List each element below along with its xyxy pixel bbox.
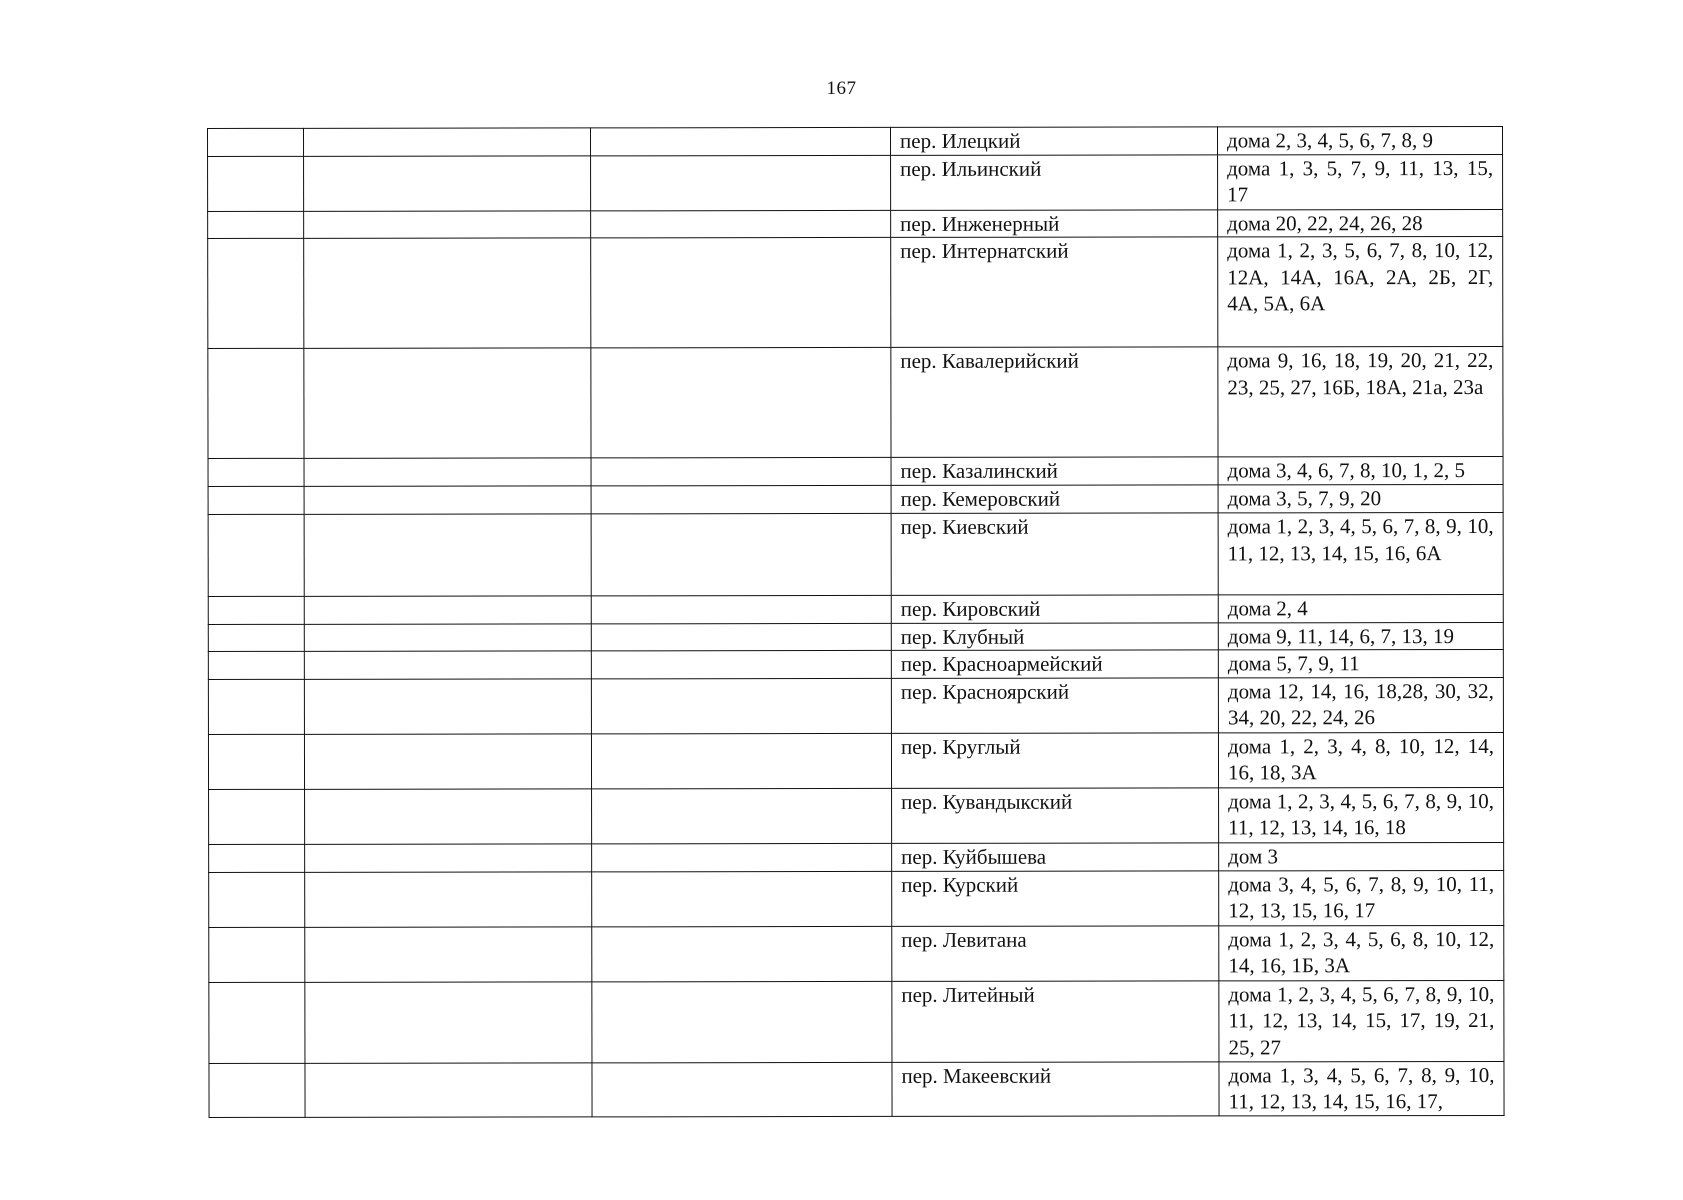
empty-cell [591, 347, 891, 457]
house-numbers: дома 2, 4 [1218, 594, 1503, 622]
street-name: пер. Левитана [892, 925, 1219, 981]
table-row [208, 154, 1503, 211]
empty-cell [305, 843, 592, 871]
empty-cell [304, 514, 591, 596]
table-row [208, 732, 1503, 789]
empty-cell [305, 981, 592, 1062]
house-numbers: дома 1, 2, 3, 5, 6, 7, 8, 10, 12, 12А, 14А, 16А, 2А, 2Б, 2Г, 4А, 5А, 6А [1218, 236, 1503, 346]
empty-cell [304, 623, 591, 651]
empty-cell [208, 486, 304, 514]
street-name: пер. Красноармейский [891, 650, 1218, 678]
empty-cell [305, 788, 592, 843]
street-name: пер. Круглый [891, 732, 1218, 788]
table-row [208, 236, 1503, 348]
house-numbers: дом 3 [1219, 842, 1504, 870]
house-numbers: дома 3, 4, 6, 7, 8, 10, 1, 2, 5 [1218, 456, 1503, 484]
empty-cell [591, 623, 891, 651]
empty-cell [208, 458, 304, 486]
table-row [208, 622, 1503, 652]
street-name: пер. Казалинский [891, 457, 1218, 486]
empty-cell [304, 155, 591, 210]
empty-cell [208, 734, 304, 789]
empty-cell [304, 678, 591, 733]
table-row [209, 980, 1504, 1063]
empty-cell [591, 650, 891, 678]
table-row [208, 209, 1503, 239]
house-numbers: дома 12, 14, 16, 18,28, 30, 32, 34, 20, 22, 24, 26 [1218, 677, 1503, 732]
empty-cell [304, 128, 591, 156]
street-name: пер. Куйбышева [892, 842, 1219, 871]
house-numbers: дома 5, 7, 9, 11 [1218, 649, 1503, 677]
empty-cell [208, 596, 304, 624]
street-name: пер. Интернатский [891, 237, 1218, 348]
street-name: пер. Киевский [891, 513, 1218, 596]
house-numbers: дома 1, 2, 3, 4, 5, 6, 8, 10, 12, 14, 16, 1Б, 3А [1219, 925, 1504, 980]
empty-cell [592, 981, 892, 1062]
empty-cell [208, 128, 304, 156]
empty-cell [304, 651, 591, 679]
street-name: пер. Илецкий [890, 127, 1217, 155]
empty-cell [209, 872, 305, 927]
empty-cell [304, 458, 591, 486]
street-name: пер. Курский [892, 870, 1219, 926]
empty-cell [591, 237, 891, 347]
empty-cell [591, 127, 891, 155]
table-row [209, 925, 1504, 982]
empty-cell [592, 843, 892, 871]
empty-cell [591, 485, 891, 513]
empty-cell [592, 871, 892, 926]
empty-cell [304, 210, 591, 238]
table-row [209, 842, 1504, 872]
empty-cell [208, 679, 304, 734]
empty-cell [304, 238, 591, 348]
house-numbers: дома 3, 5, 7, 9, 20 [1218, 484, 1503, 512]
street-name: пер. Кувандыкский [892, 787, 1219, 843]
house-numbers: дома 3, 4, 5, 6, 7, 8, 9, 10, 11, 12, 13, 15, 16, 17 [1219, 870, 1504, 925]
empty-cell [591, 210, 891, 238]
empty-cell [304, 348, 591, 458]
empty-cell [304, 733, 591, 788]
house-numbers: дома 2, 3, 4, 5, 6, 7, 8, 9 [1217, 126, 1502, 154]
table-row [208, 126, 1503, 156]
house-numbers: дома 1, 3, 5, 7, 9, 11, 13, 15, 17 [1218, 154, 1503, 209]
empty-cell [591, 678, 891, 733]
table-row [209, 870, 1504, 927]
empty-cell [209, 844, 305, 872]
house-numbers: дома 1, 2, 3, 4, 5, 6, 7, 8, 9, 10, 11, 12, 13, 14, 16, 18 [1219, 787, 1504, 842]
house-numbers: дома 20, 22, 24, 26, 28 [1218, 209, 1503, 237]
address-table [207, 126, 1505, 1118]
empty-cell [304, 486, 591, 514]
house-numbers: дома 1, 2, 3, 4, 5, 6, 7, 8, 9, 10, 11, 12, 13, 14, 15, 17, 19, 21, 25, 27 [1219, 980, 1504, 1061]
empty-cell [209, 789, 305, 844]
empty-cell [591, 513, 891, 595]
table-row [208, 594, 1503, 624]
empty-cell [591, 155, 891, 210]
street-name: пер. Макеевский [892, 1061, 1219, 1116]
empty-cell [592, 788, 892, 843]
empty-cell [592, 926, 892, 981]
empty-cell [208, 211, 304, 239]
empty-cell [208, 514, 304, 596]
street-name: пер. Ильинский [891, 154, 1218, 210]
table-row [208, 649, 1503, 679]
street-name: пер. Литейный [892, 980, 1219, 1062]
house-numbers: дома 9, 11, 14, 6, 7, 13, 19 [1218, 622, 1503, 650]
empty-cell [305, 871, 592, 926]
empty-cell [208, 348, 304, 458]
table-row [209, 787, 1504, 844]
street-name: пер. Клубный [891, 622, 1218, 650]
empty-cell [304, 596, 591, 624]
house-numbers: дома 9, 16, 18, 19, 20, 21, 22, 23, 25, 27, 16Б, 18А, 21а, 23а [1218, 346, 1503, 456]
street-name: пер. Кавалерийский [891, 347, 1218, 458]
empty-cell [591, 457, 891, 485]
empty-cell [591, 733, 891, 788]
house-numbers: дома 1, 3, 4, 5, 6, 7, 8, 9, 10, 11, 12, 13, 14, 15, 16, 17, [1219, 1061, 1504, 1115]
empty-cell [208, 624, 304, 652]
street-name: пер. Красноярский [891, 677, 1218, 733]
empty-cell [209, 927, 305, 982]
street-name: пер. Инженерный [891, 209, 1218, 237]
table-row [208, 484, 1503, 514]
empty-cell [208, 651, 304, 679]
street-name: пер. Кемеровский [891, 485, 1218, 514]
table-row [208, 346, 1503, 458]
table-row [208, 456, 1503, 486]
table-row [208, 512, 1503, 596]
street-name: пер. Кировский [891, 595, 1218, 623]
house-numbers: дома 1, 2, 3, 4, 8, 10, 12, 14, 16, 18, 3А [1218, 732, 1503, 787]
page-number: 167 [826, 78, 857, 99]
empty-cell [208, 238, 304, 348]
empty-cell [305, 1062, 592, 1116]
empty-cell [305, 926, 592, 981]
empty-cell [592, 1062, 892, 1116]
empty-cell [208, 156, 304, 211]
table-row [209, 1061, 1504, 1117]
house-numbers: дома 1, 2, 3, 4, 5, 6, 7, 8, 9, 10, 11, 12, 13, 14, 15, 16, 6А [1218, 512, 1503, 594]
empty-cell [209, 1063, 305, 1117]
table-row [208, 677, 1503, 734]
empty-cell [209, 982, 305, 1063]
empty-cell [591, 595, 891, 623]
